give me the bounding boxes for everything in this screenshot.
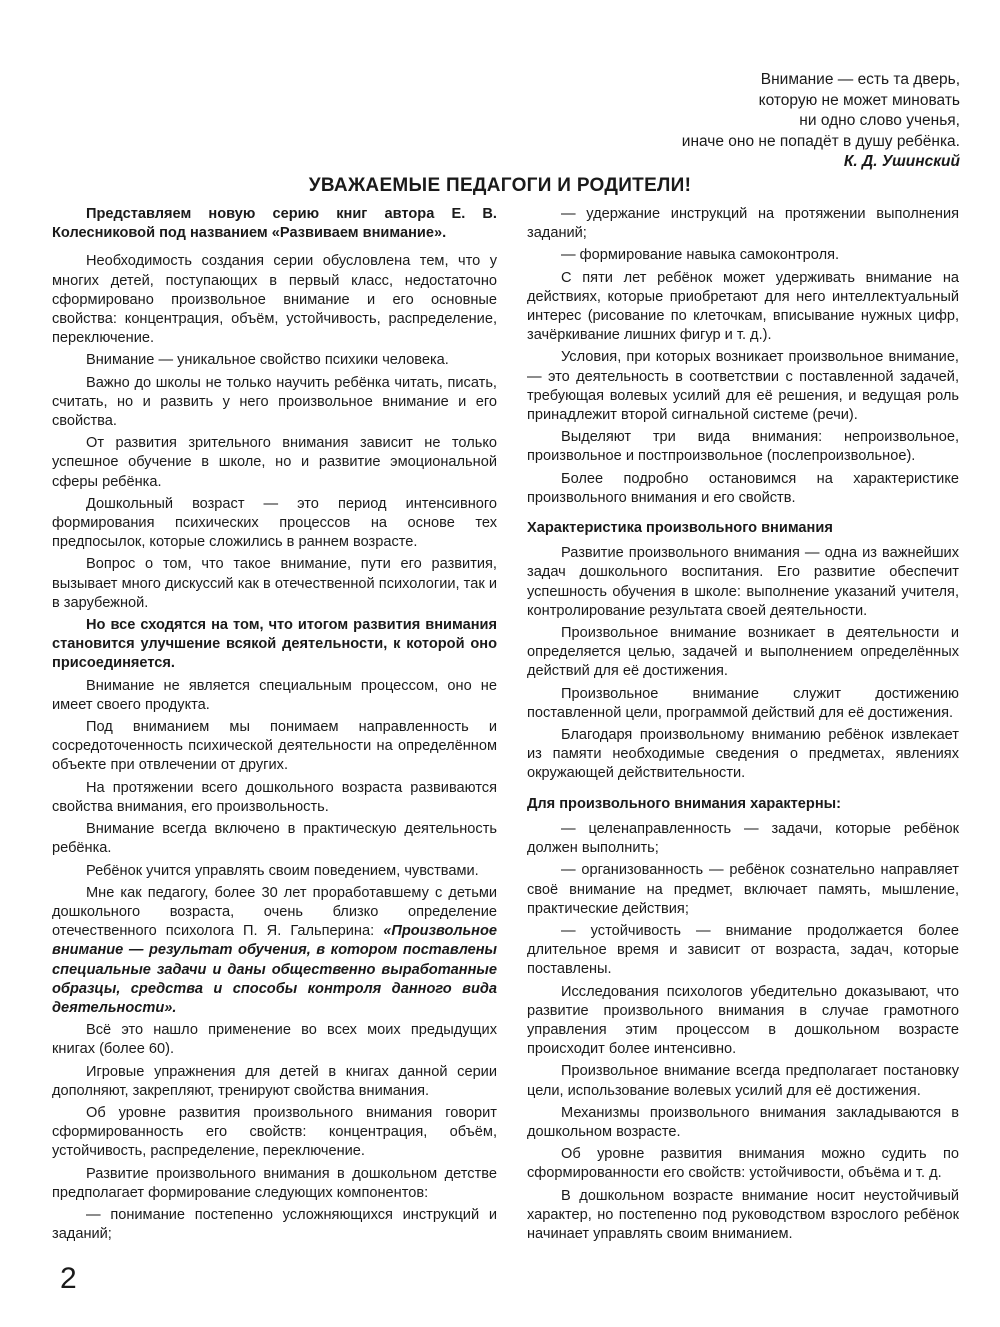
intro-paragraph: Представляем новую серию книг автора Е. В. Колесниковой под названием «Развиваем внимание». <box>52 206 497 242</box>
paragraph: Внимание — уникальное свойство психики человека. <box>86 352 449 369</box>
paragraph: Об уровне развития внимания можно судить по сформированности его свойств: устойчивости, объёма и т. д. <box>527 1146 959 1182</box>
paragraph: Игровые упражнения для детей в книгах данной серии дополняют, закрепляют, тренируют свойства внимания. <box>52 1063 497 1099</box>
page-number: 2 <box>60 1262 77 1295</box>
page-heading: УВАЖАЕМЫЕ ПЕДАГОГИ И РОДИТЕЛИ! <box>308 175 692 196</box>
paragraph: С пяти лет ребёнок может удерживать внимание на действиях, которые приобретают для него интеллектуальный интерес (рисование по клеточкам, вписывание нужных цифр, зачёркивание лишних фигур и т. д.). <box>527 269 959 344</box>
paragraph: Внимание не является специальным процессом, оно не имеет своего продукта. <box>52 677 497 713</box>
paragraph: Условия, при которых возникает произвольное внимание, — это деятельность в соответствии с поставленной задачей, требующая волевых усилий для её решения, и ведущая роль принадлежит второй сигнальной системе (речи). <box>527 349 959 424</box>
paragraph: Механизмы произвольного внимания закладываются в дошкольном возрасте. <box>527 1104 959 1140</box>
list-item: — устойчивость — внимание продолжается более длительное время и зависит от возраста, задач, которые поставлены. <box>527 922 959 978</box>
subheading: Для произвольного внимания характерны: <box>527 795 841 812</box>
paragraph: В дошкольном возрасте внимание носит неустойчивый характер, но постепенно под руководством взрослого ребёнок начинает управлять своим вниманием. <box>527 1187 959 1242</box>
list-item: — целенаправленность — задачи, которые ребёнок должен выполнить; <box>527 820 959 857</box>
paragraph: Всё это нашло применение во всех моих предыдущих книгах (более 60). <box>52 1022 497 1058</box>
paragraph: От развития зрительного внимания зависит не только успешное обучение в школе, но и развитие эмоциональной сферы ребёнка. <box>52 435 497 490</box>
paragraph: Вопрос о том, что такое внимание, пути его развития, вызывает много дискуссий как в отечественной психологии, так и в зарубежной. <box>52 556 497 611</box>
list-item: — понимание постепенно усложняющихся инструкций и заданий; <box>52 1206 497 1243</box>
galperin-intro: Мне как педагогу, более 30 лет проработавшему с детьми дошкольного возраста, очень близко определение отечественного психолога П. Я. Гальперина: <box>52 884 497 940</box>
epigraph-line: Внимание — есть та дверь, <box>760 71 960 88</box>
epigraph-author: К. Д. Ушинский <box>843 153 960 170</box>
paragraph: Важно до школы не только научить ребёнка читать, писать, считать, но и развить у него произвольное внимание и его свойства. <box>52 374 497 430</box>
list-item: — организованность — ребёнок сознательно направляет своё внимание на предмет, включает память, мышление, практические действия; <box>527 862 959 917</box>
subheading: Характеристика произвольного внимания <box>527 520 833 537</box>
paragraph: Внимание всегда включено в практическую деятельность ребёнка. <box>52 821 497 857</box>
list-item: — формирование навыка самоконтроля. <box>561 247 840 264</box>
paragraph: Дошкольный возраст — это период интенсивного формирования психических процессов на основе тех предпосылок, которые сложились в раннем возрасте. <box>52 495 497 551</box>
paragraph: Произвольное внимание возникает в деятельности и определяется целью, задачей и выполнением определённых действий для её достижения. <box>527 625 959 680</box>
paragraph: Выделяют три вида внимания: непроизвольное, произвольное и постпроизвольное (послепроизвольное). <box>527 429 959 465</box>
paragraph: Необходимость создания серии обусловлена тем, что у многих детей, поступающих в первый класс, недостаточно сформировано произвольное внимание и его основные свойства: концентрация, объём, устойчивость, распределение, переключение. <box>52 253 497 347</box>
galperin-quote: «Произвольное внимание — результат обучения, в котором поставлены специальные задачи и даны общественно выработанные образцы, средства и способы контроля данного вида деятельности». <box>52 923 497 1016</box>
paragraph: Более подробно остановимся на характеристике произвольного внимания и его свойств. <box>527 470 959 506</box>
galperin-paragraph <box>52 884 497 1018</box>
epigraph-line: которую не может миновать <box>758 91 960 109</box>
paragraph: Под вниманием мы понимаем направленность и сосредоточенность психической деятельности на определённом объекте при отвлечении от других. <box>52 719 497 774</box>
paragraph: Развитие произвольного внимания в дошкольном детстве предполагает формирование следующих компонентов: <box>52 1165 497 1201</box>
paragraph: Об уровне развития произвольного внимания говорит сформированность его свойств: концентрация, объём, устойчивость, распределение, переключение. <box>52 1104 497 1160</box>
epigraph-line: ни одно слово ученья, <box>799 112 960 129</box>
paragraph: Ребёнок учится управлять своим поведением, чувствами. <box>86 862 479 879</box>
paragraph: Развитие произвольного внимания — одна из важнейших задач дошкольного воспитания. Его развитие обеспечит успешность обучения в школе: выполнение указаний учителя, контролирование результата своей деятельности. <box>527 545 959 619</box>
list-item: — удержание инструкций на протяжении выполнения заданий; <box>527 206 959 242</box>
paragraph: Благодаря произвольному вниманию ребёнок извлекает из памяти необходимые сведения о предметах, явлениях окружающей действительности. <box>527 727 959 782</box>
right-column <box>527 205 959 1247</box>
paragraph: Произвольное внимание служит достижению поставленной цели, программой действий для её достижения. <box>527 685 959 721</box>
paragraph: Исследования психологов убедительно доказывают, что развитие произвольного внимания в случае грамотного управления этим процессом в дошкольном возрасте происходит более интенсивно. <box>527 983 959 1058</box>
epigraph-line: иначе оно не попадёт в душу ребёнка. <box>681 132 960 150</box>
epigraph <box>440 70 960 173</box>
bold-paragraph: Но все сходятся на том, что итогом развития внимания становится улучшение всякой деятельности, к которой оно присоединяется. <box>52 617 497 672</box>
paragraph: На протяжении всего дошкольного возраста развиваются свойства внимания, его произвольность. <box>52 779 497 815</box>
paragraph: Произвольное внимание всегда предполагает постановку цели, использование волевых усилий для её достижения. <box>527 1063 959 1099</box>
left-column <box>52 205 497 1247</box>
